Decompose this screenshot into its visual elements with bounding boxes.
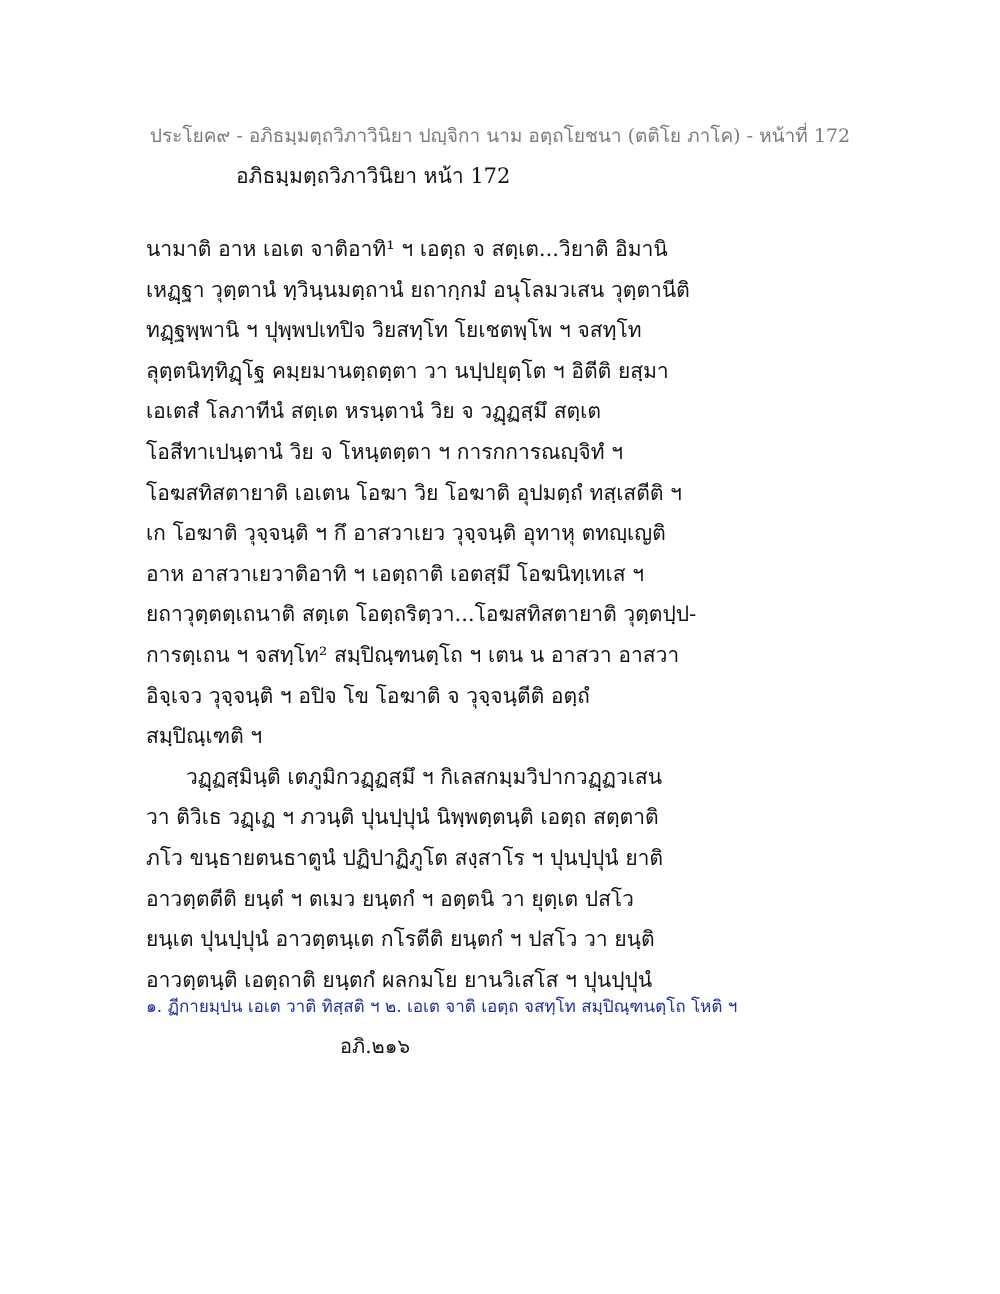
text-line: เก โอฆาติ วุจฺจนฺติ ฯ กึ อาสวาเยว วุจฺจนฺติ อุทาหุ ตทญฺเญติ <box>146 521 666 546</box>
text-line: เอเตสํ โลภาทีนํ สตฺเต หรนฺตานํ วิย จ วฏฺฏสฺมึ สตฺเต <box>146 399 601 424</box>
running-header: ประโยค๙ - อภิธมฺมตฺถวิภาวินิยา ปญฺจิกา นาม อตฺถโยชนา (ตติโย ภาโค) - หน้าที่ 172 <box>149 125 851 147</box>
text-line: เหฏฺฐา วุตฺตานํ ทฺวินฺนมตฺถานํ ยถากฺกมํ อนุโลมวเสน วุตฺตานีติ <box>146 277 690 302</box>
text-line: โอฆสทิสตายาติ เอเตน โอฆา วิย โอฆาติ อุปมตฺถํ ทสฺเสตีติ ฯ <box>146 480 682 505</box>
text-line: ภโว ขนฺธายตนธาตูนํ ปฏิปาฏิภูโต สงฺสาโร ฯ ปุนปฺปุนํ ยาติ <box>146 845 664 870</box>
text-line: วา ติวิเธ วฏฺเฏ ฯ ภวนฺติ ปุนปฺปุนํ นิพฺพตฺตนฺติ เอตฺถ สตฺตาติ <box>146 805 659 830</box>
text-line: ยนฺเต ปุนปฺปุนํ อาวตฺตนฺเต กโรตีติ ยนฺตกํ ฯ ปสโว วา ยนฺติ <box>146 927 655 952</box>
page-reference: อภิ.๒๑๖ <box>340 1034 411 1058</box>
text-line: อาวตฺตตีติ ยนฺตํ ฯ ตเมว ยนฺตกํ ฯ อตฺตนิ วา ยุตฺเต ปสโว <box>146 886 634 911</box>
text-line: โอสีทาเปนฺตานํ วิย จ โหนฺตตฺตา ฯ การกการณญฺจิทํ ฯ <box>146 439 624 464</box>
text-line: อิจฺเจว วุจฺจนฺติ ฯ อปิจ โข โอฆาติ จ วุจฺจนฺตีติ อตฺถํ <box>146 683 590 708</box>
page-title: อภิธมฺมตฺถวิภาวินิยา หน้า 172 <box>236 164 511 188</box>
text-line: ยถาวุตฺตตฺเถนาติ สตฺเต โอตฺถริตฺวา...โอฆสทิสตายาติ วุตฺตปฺป- <box>146 602 697 627</box>
text-line: ทฏฺฐพฺพานิ ฯ ปุพฺพปเทปิจ วิยสทฺโท โยเชตพฺโพ ฯ จสทฺโท <box>146 318 642 343</box>
text-line: ลุตฺตนิทฺทิฏฺโฐ คมฺยมานตฺถตฺตา วา นปฺปยุตฺโต ฯ อิตีติ ยสฺมา <box>146 358 669 383</box>
text-line-paragraph-start: วฏฺฏสฺมินฺติ เตภูมิกวฏฺฏสฺมึ ฯ กิเลสกมฺมวิปากวฏฺฏวเสน <box>186 764 663 789</box>
text-line: อาห อาสวาเยวาติอาทิ ฯ เอตฺถาติ เอตสฺมึ โอฆนิทฺเทเส ฯ <box>146 561 644 586</box>
text-line: สมฺปิณฺเฑติ ฯ <box>146 724 263 749</box>
footnotes: ๑. ฏีกายมฺปน เอเต วาติ ทิสฺสติ ฯ ๒. เอเต จาติ เอตฺถ จสทฺโท สมฺปิณฺฑนตฺโถ โหติ ฯ <box>146 997 738 1017</box>
text-line: การตฺเถน ฯ จสทฺโท² สมฺปิณฺฑนตฺโถ ฯ เตน น อาสวา อาสวา <box>146 642 680 667</box>
main-text <box>146 229 697 1000</box>
text-line: นามาติ อาห เอเต จาติอาทิ¹ ฯ เอตฺถ จ สตฺเต...วิยาติ อิมานิ <box>146 237 668 261</box>
text-line: อาวตฺตนฺติ เอตฺถาติ ยนฺตกํ ผลกมโย ยานวิเสโส ฯ ปุนปฺปุนํ <box>146 967 653 992</box>
